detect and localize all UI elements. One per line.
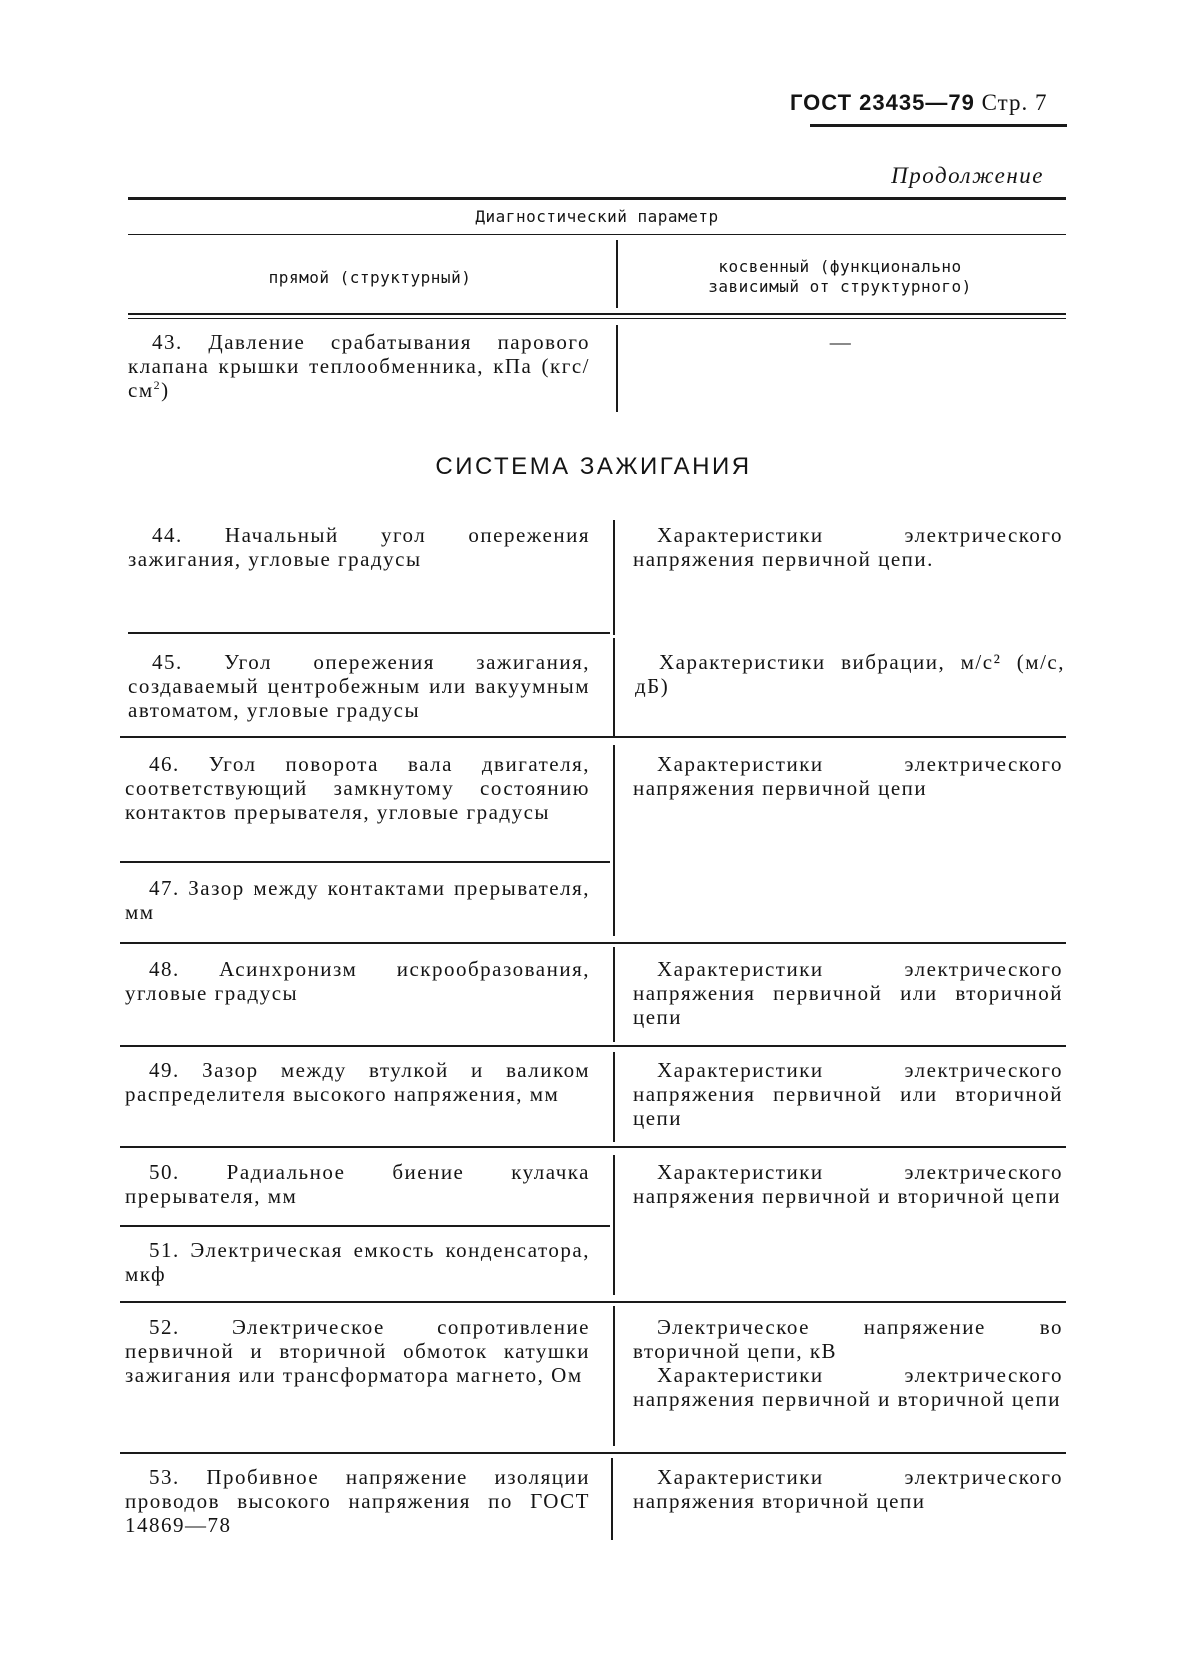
row43-direct-text: 43. Давление срабатывания парового клапана крышки теплообменника, кПа (кгс/см bbox=[128, 330, 590, 402]
row-rule-48-49 bbox=[120, 1045, 1066, 1047]
row51-direct: 51. Электрическая емкость конденсатора, мкф bbox=[125, 1238, 590, 1286]
row44-direct: 44. Начальный угол опережения зажигания, угловые градусы bbox=[128, 523, 590, 571]
row47-direct: 47. Зазор между контактами прерывателя, мм bbox=[125, 876, 590, 924]
row-rule-46-47 bbox=[120, 861, 610, 863]
row48-indirect: Характеристики электрического напряжения первичной или вторичной цепи bbox=[633, 957, 1063, 1029]
col-divider-2 bbox=[613, 638, 615, 736]
header-column-divider bbox=[616, 240, 618, 308]
header-group-label: Диагностический параметр bbox=[475, 207, 719, 226]
col-divider-4 bbox=[613, 947, 615, 1042]
row53-indirect: Характеристики электрического напряжения вторичной цепи bbox=[633, 1465, 1063, 1513]
header-indirect-label: косвенный (функционально зависимый от структурного) bbox=[708, 257, 972, 296]
row52-indirect-second: Характеристики электрического напряжения первичной и вторичной цепи bbox=[633, 1363, 1063, 1411]
row46-direct: 46. Угол поворота вала двигателя, соответствующий замкнутому состоянию контактов прерывателя, угловые градусы bbox=[125, 752, 590, 824]
row43-direct-sup: 2 bbox=[153, 378, 162, 392]
row-rule-45-46 bbox=[120, 736, 1066, 738]
header-mid-rule bbox=[128, 234, 1066, 235]
row44-indirect: Характеристики электрического напряжения первичной цепи. bbox=[633, 523, 1063, 571]
row-rule-50-51 bbox=[120, 1225, 610, 1227]
row43-direct bbox=[128, 330, 590, 402]
row43-direct-end: ) bbox=[161, 378, 170, 402]
col-divider-3 bbox=[613, 745, 615, 936]
row46-indirect: Характеристики электрического напряжения первичной цепи bbox=[633, 752, 1063, 800]
row-rule-47-48 bbox=[120, 942, 1066, 944]
row48-direct: 48. Асинхронизм искрообразования, угловые градусы bbox=[125, 957, 590, 1005]
header-bottom-rule-1 bbox=[128, 313, 1066, 315]
col-divider-8 bbox=[611, 1458, 613, 1540]
header-direct-label: прямой (структурный) bbox=[268, 268, 472, 287]
row-rule-44-45 bbox=[128, 632, 610, 634]
row52-indirect: Электрическое напряжение во вторичной цепи, кВ bbox=[633, 1315, 1063, 1363]
row50-indirect: Характеристики электрического напряжения первичной и вторичной цепи bbox=[633, 1160, 1063, 1208]
row52-direct: 52. Электрическое сопротивление первичной и вторичной обмоток катушки зажигания или трансформатора магнето, Ом bbox=[125, 1315, 590, 1387]
row-rule-51-52 bbox=[120, 1301, 1066, 1303]
page-header bbox=[790, 90, 1047, 116]
table-top-rule bbox=[128, 197, 1066, 200]
row-rule-49-50 bbox=[120, 1146, 1066, 1148]
row43-indirect: — bbox=[829, 330, 853, 354]
col-divider-6 bbox=[613, 1155, 615, 1295]
row49-indirect: Характеристики электрического напряжения первичной или вторичной цепи bbox=[633, 1058, 1063, 1130]
header-bottom-rule-2 bbox=[128, 318, 1066, 319]
standard-number: ГОСТ 23435—79 bbox=[790, 90, 975, 115]
header-rule bbox=[810, 124, 1067, 127]
col-divider-7 bbox=[613, 1306, 615, 1446]
continuation-label: Продолжение bbox=[891, 163, 1044, 188]
row-rule-52-53 bbox=[120, 1452, 1066, 1454]
row45-direct: 45. Угол опережения зажигания, создаваемый центробежным или вакуумным автоматом, угловые градусы bbox=[128, 650, 590, 722]
section-title: СИСТЕМА ЗАЖИГАНИЯ bbox=[435, 453, 752, 480]
row49-direct: 49. Зазор между втулкой и валиком распределителя высокого напряжения, мм bbox=[125, 1058, 590, 1106]
row50-direct: 50. Радиальное биение кулачка прерывателя, мм bbox=[125, 1160, 590, 1208]
row53-direct: 53. Пробивное напряжение изоляции проводов высокого напряжения по ГОСТ 14869—78 bbox=[125, 1465, 590, 1537]
col-divider-1 bbox=[613, 520, 615, 635]
page-number: Стр. 7 bbox=[981, 90, 1048, 115]
row45-indirect: Характеристики вибрации, м/с² (м/с, дБ) bbox=[635, 650, 1065, 698]
col-divider-5 bbox=[613, 1052, 615, 1142]
